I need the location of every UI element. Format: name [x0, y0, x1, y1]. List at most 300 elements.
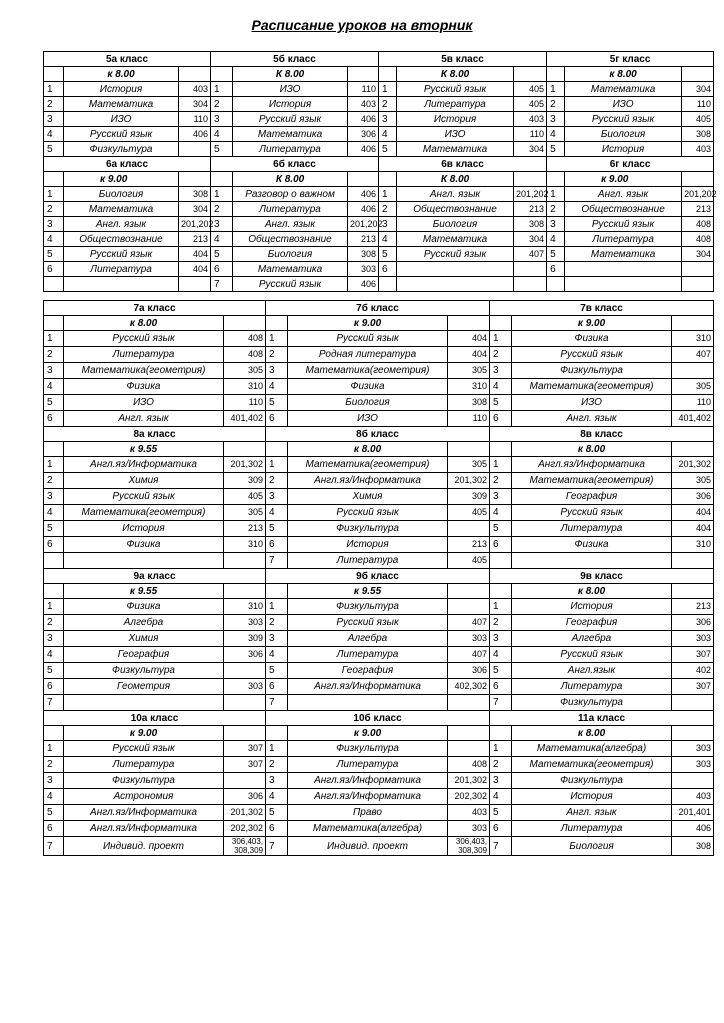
- lesson-row: [44, 97, 714, 112]
- lesson-number: 4: [490, 647, 512, 663]
- lesson-subject: Русский язык: [565, 112, 682, 127]
- lesson-room: 307: [672, 647, 714, 663]
- lesson-number: 3: [211, 217, 233, 232]
- lesson-subject: Русский язык: [397, 247, 514, 262]
- start-time: к 8.00: [565, 67, 682, 82]
- lesson-room: [224, 663, 266, 679]
- lesson-subject: Физика: [64, 379, 224, 395]
- lesson-subject: Литература: [512, 521, 672, 537]
- lesson-room: 404: [448, 331, 490, 347]
- start-time-spacer: [44, 442, 64, 457]
- start-time-spacer: [211, 67, 233, 82]
- lesson-number: 6: [490, 679, 512, 695]
- lesson-subject: История: [288, 537, 448, 553]
- lesson-number: 3: [266, 773, 288, 789]
- lesson-number: 5: [44, 805, 64, 821]
- lesson-room: 407: [514, 247, 547, 262]
- start-time-spacer: [44, 67, 64, 82]
- lesson-subject: Англ. язык: [397, 187, 514, 202]
- lesson-room: 303: [672, 631, 714, 647]
- lesson-subject: Физкультура: [288, 741, 448, 757]
- class-name: 7б класс: [266, 301, 490, 316]
- lesson-number: 1: [266, 331, 288, 347]
- lesson-room: 405: [514, 97, 547, 112]
- start-time-spacer: [490, 584, 512, 599]
- lesson-number: 4: [44, 127, 64, 142]
- lesson-number: 2: [266, 757, 288, 773]
- lesson-room: [179, 142, 211, 157]
- start-time-spacer: [672, 442, 714, 457]
- lesson-subject: География: [288, 663, 448, 679]
- lesson-room: 307: [672, 679, 714, 695]
- lesson-number: 2: [266, 473, 288, 489]
- lesson-room: 406: [348, 277, 379, 292]
- lesson-number: 3: [490, 631, 512, 647]
- lesson-subject: Физкультура: [64, 663, 224, 679]
- lesson-subject: Русский язык: [512, 347, 672, 363]
- lesson-room: 305: [224, 505, 266, 521]
- lesson-subject: Математика(геометрия): [512, 757, 672, 773]
- lesson-subject: Обществознание: [233, 232, 348, 247]
- lesson-room: 305: [672, 379, 714, 395]
- lesson-number: 1: [211, 187, 233, 202]
- lesson-row: [44, 262, 714, 277]
- lesson-subject: Англ.яз/Информатика: [288, 473, 448, 489]
- lesson-room: 308: [682, 127, 714, 142]
- lesson-subject: Литература: [288, 553, 448, 569]
- lesson-number: 1: [266, 599, 288, 615]
- lesson-room: 213: [224, 521, 266, 537]
- start-time-spacer: [266, 584, 288, 599]
- lesson-number: 4: [490, 379, 512, 395]
- lesson-number: 6: [490, 537, 512, 553]
- class-name: 9а класс: [44, 569, 266, 584]
- lesson-subject: Литература: [64, 262, 179, 277]
- lesson-row: [44, 821, 714, 837]
- lesson-room: 310: [224, 537, 266, 553]
- start-time: к 9.55: [288, 584, 448, 599]
- lesson-subject: Биология: [565, 127, 682, 142]
- start-time-spacer: [672, 726, 714, 741]
- lesson-subject: [64, 695, 224, 711]
- start-time: к 9.00: [565, 172, 682, 187]
- lesson-subject: Русский язык: [512, 647, 672, 663]
- lesson-number: 4: [44, 232, 64, 247]
- lesson-subject: ИЗО: [397, 127, 514, 142]
- lesson-subject: Русский язык: [233, 112, 348, 127]
- lesson-subject: География: [512, 615, 672, 631]
- lesson-number: 1: [266, 457, 288, 473]
- start-time-spacer: [682, 172, 714, 187]
- lesson-room: 110: [448, 411, 490, 427]
- lesson-subject: Англ.яз/Информатика: [64, 821, 224, 837]
- lesson-subject: [565, 262, 682, 277]
- lesson-subject: Математика(геометрия): [512, 379, 672, 395]
- lesson-number: 1: [266, 741, 288, 757]
- lesson-room: 201,302: [672, 457, 714, 473]
- lesson-subject: Англ. язык: [565, 187, 682, 202]
- lesson-room: [672, 773, 714, 789]
- class-header-row: [44, 52, 714, 67]
- lesson-room: [448, 599, 490, 615]
- lesson-subject: Англ.яз/Информатика: [288, 773, 448, 789]
- lesson-subject: Обществознание: [397, 202, 514, 217]
- lesson-room: 308: [348, 247, 379, 262]
- lesson-room: [224, 695, 266, 711]
- lesson-subject: Литература: [288, 757, 448, 773]
- lesson-subject: Математика: [64, 202, 179, 217]
- lesson-room: 306: [224, 647, 266, 663]
- lesson-number: 5: [379, 247, 397, 262]
- lesson-number: 6: [44, 262, 64, 277]
- start-time-spacer: [266, 726, 288, 741]
- lesson-number: 2: [490, 757, 512, 773]
- lesson-subject: Биология: [288, 395, 448, 411]
- lesson-subject: Математика(геометрия): [512, 473, 672, 489]
- lesson-room: 308: [448, 395, 490, 411]
- lesson-number: 4: [547, 232, 565, 247]
- lesson-row: [44, 247, 714, 262]
- lesson-number: 4: [266, 379, 288, 395]
- start-time: к 9.55: [64, 584, 224, 599]
- lesson-number: 3: [44, 773, 64, 789]
- start-time-spacer: [672, 316, 714, 331]
- lesson-number: [44, 553, 64, 569]
- lesson-number: 6: [266, 537, 288, 553]
- start-time: к 8.00: [64, 67, 179, 82]
- lesson-subject: Индивид. проект: [64, 837, 224, 856]
- lesson-number: 3: [490, 363, 512, 379]
- class-name: 7а класс: [44, 301, 266, 316]
- start-time-spacer: [682, 67, 714, 82]
- lesson-row: [44, 395, 714, 411]
- lesson-number: 1: [490, 741, 512, 757]
- lesson-number: 3: [44, 217, 64, 232]
- start-time-spacer: [44, 316, 64, 331]
- lesson-number: [547, 277, 565, 292]
- lesson-row: [44, 695, 714, 711]
- lesson-room: 110: [672, 395, 714, 411]
- lesson-room: 308: [672, 837, 714, 856]
- lesson-row: [44, 217, 714, 232]
- start-time-spacer: [514, 172, 547, 187]
- lesson-number: 6: [266, 821, 288, 837]
- lesson-number: 5: [44, 395, 64, 411]
- lesson-room: 306: [672, 615, 714, 631]
- lesson-row: [44, 187, 714, 202]
- lesson-number: 5: [547, 247, 565, 262]
- lesson-room: 306: [348, 127, 379, 142]
- start-time-spacer: [490, 442, 512, 457]
- start-time-spacer: [514, 67, 547, 82]
- lesson-subject: Химия: [64, 631, 224, 647]
- lesson-row: [44, 347, 714, 363]
- lesson-number: 1: [547, 82, 565, 97]
- lesson-room: 403: [672, 789, 714, 805]
- lesson-room: 402,302: [448, 679, 490, 695]
- lesson-number: 1: [490, 599, 512, 615]
- lesson-room: 403: [448, 805, 490, 821]
- lesson-number: [379, 277, 397, 292]
- lesson-room: 201,202: [179, 217, 211, 232]
- start-time-spacer: [44, 584, 64, 599]
- lesson-number: 3: [266, 489, 288, 505]
- lesson-room: 406: [348, 142, 379, 157]
- class-name: 6а класс: [44, 157, 211, 172]
- lesson-subject: Литература: [233, 202, 348, 217]
- lesson-subject: ИЗО: [565, 97, 682, 112]
- lesson-number: 2: [547, 97, 565, 112]
- start-time: К 8.00: [397, 67, 514, 82]
- lesson-number: 1: [490, 331, 512, 347]
- lesson-number: 7: [211, 277, 233, 292]
- lesson-room: [682, 277, 714, 292]
- lesson-subject: Физкультура: [288, 599, 448, 615]
- lesson-room: 408: [224, 331, 266, 347]
- start-time: к 9.00: [288, 316, 448, 331]
- lesson-subject: Русский язык: [288, 505, 448, 521]
- lesson-room: 110: [514, 127, 547, 142]
- lesson-room: 309: [448, 489, 490, 505]
- lesson-number: 3: [266, 363, 288, 379]
- start-time-row: [44, 316, 714, 331]
- start-time-spacer: [672, 584, 714, 599]
- lesson-row: [44, 741, 714, 757]
- lesson-subject: История: [64, 82, 179, 97]
- start-time: к 8.00: [288, 442, 448, 457]
- lesson-number: 3: [547, 112, 565, 127]
- class-name: 10а класс: [44, 711, 266, 726]
- start-time-spacer: [448, 726, 490, 741]
- lesson-room: 201,202: [514, 187, 547, 202]
- lesson-number: 2: [266, 347, 288, 363]
- lesson-number: [490, 553, 512, 569]
- lesson-room: 303: [348, 262, 379, 277]
- lesson-subject: Химия: [288, 489, 448, 505]
- lesson-room: 406: [348, 187, 379, 202]
- start-time-spacer: [348, 67, 379, 82]
- start-time-row: [44, 172, 714, 187]
- lesson-room: 305: [672, 473, 714, 489]
- lesson-number: [44, 277, 64, 292]
- lesson-subject: Русский язык: [64, 489, 224, 505]
- class-name: 5г класс: [547, 52, 714, 67]
- lesson-room: 306: [224, 789, 266, 805]
- lesson-room: 306: [672, 489, 714, 505]
- lesson-room: 307: [224, 757, 266, 773]
- lesson-room: [514, 277, 547, 292]
- lesson-room: [514, 262, 547, 277]
- lesson-subject: Математика(алгебра): [512, 741, 672, 757]
- lesson-subject: [288, 695, 448, 711]
- lesson-room: 304: [682, 82, 714, 97]
- lesson-subject: Русский язык: [64, 741, 224, 757]
- lesson-number: 7: [490, 837, 512, 856]
- lesson-number: 7: [490, 695, 512, 711]
- lesson-room: 310: [672, 537, 714, 553]
- lesson-room: [179, 277, 211, 292]
- lesson-row: [44, 457, 714, 473]
- lesson-number: 6: [44, 821, 64, 837]
- start-time-spacer: [224, 584, 266, 599]
- lesson-subject: Физкультура: [288, 521, 448, 537]
- lesson-subject: Математика: [397, 142, 514, 157]
- lesson-room: 309: [224, 631, 266, 647]
- lesson-number: 1: [547, 187, 565, 202]
- class-name: 7в класс: [490, 301, 714, 316]
- lesson-subject: Англ. язык: [233, 217, 348, 232]
- lesson-row: [44, 142, 714, 157]
- class-header-row: [44, 711, 714, 726]
- lesson-number: 5: [490, 805, 512, 821]
- start-time: к 9.00: [64, 726, 224, 741]
- lesson-subject: Литература: [397, 97, 514, 112]
- lesson-room: 408: [224, 347, 266, 363]
- lesson-subject: [512, 553, 672, 569]
- lesson-number: 7: [266, 837, 288, 856]
- lesson-room: 201,302: [448, 773, 490, 789]
- lesson-row: [44, 599, 714, 615]
- lesson-room: 304: [514, 142, 547, 157]
- class-header-row: [44, 427, 714, 442]
- lesson-number: 1: [44, 599, 64, 615]
- lesson-room: 213: [672, 599, 714, 615]
- start-time: к 9.00: [512, 316, 672, 331]
- lesson-number: 5: [490, 521, 512, 537]
- lesson-number: 2: [44, 615, 64, 631]
- lesson-row: [44, 631, 714, 647]
- lesson-number: 3: [379, 217, 397, 232]
- lesson-room: 310: [224, 599, 266, 615]
- lesson-subject: Математика(геометрия): [64, 363, 224, 379]
- lesson-number: 4: [547, 127, 565, 142]
- lesson-number: 5: [211, 142, 233, 157]
- start-time-spacer: [448, 584, 490, 599]
- lesson-number: 7: [266, 695, 288, 711]
- lesson-room: 306,403, 308,309: [224, 837, 266, 856]
- lesson-room: 304: [682, 247, 714, 262]
- lesson-subject: [397, 262, 514, 277]
- lesson-room: 404: [179, 247, 211, 262]
- lesson-row: [44, 679, 714, 695]
- lesson-subject: История: [565, 142, 682, 157]
- lesson-number: 6: [44, 679, 64, 695]
- start-time: к 8.00: [512, 584, 672, 599]
- lesson-subject: Англ.яз/Информатика: [288, 679, 448, 695]
- lesson-number: 4: [266, 505, 288, 521]
- lesson-room: 213: [348, 232, 379, 247]
- lesson-room: [224, 553, 266, 569]
- lesson-row: [44, 127, 714, 142]
- lesson-room: 306: [448, 663, 490, 679]
- lesson-subject: Алгебра: [64, 615, 224, 631]
- lesson-subject: Право: [288, 805, 448, 821]
- lesson-number: 2: [44, 757, 64, 773]
- lesson-row: [44, 647, 714, 663]
- start-time: к 8.00: [512, 726, 672, 741]
- lesson-subject: Биология: [397, 217, 514, 232]
- lesson-room: 310: [224, 379, 266, 395]
- lesson-number: 4: [44, 647, 64, 663]
- start-time: к 9.55: [64, 442, 224, 457]
- start-time-spacer: [266, 442, 288, 457]
- start-time: к 9.00: [288, 726, 448, 741]
- lesson-number: 5: [44, 663, 64, 679]
- lesson-number: 1: [490, 457, 512, 473]
- lesson-room: 403: [682, 142, 714, 157]
- lesson-row: [44, 363, 714, 379]
- lesson-number: 5: [44, 142, 64, 157]
- lesson-number: 2: [44, 347, 64, 363]
- class-name: 6г класс: [547, 157, 714, 172]
- lesson-row: [44, 232, 714, 247]
- lesson-subject: [397, 277, 514, 292]
- lesson-number: 1: [379, 187, 397, 202]
- lesson-room: 401,402: [672, 411, 714, 427]
- lesson-number: 3: [211, 112, 233, 127]
- lesson-room: 309: [224, 473, 266, 489]
- class-name: 5а класс: [44, 52, 211, 67]
- lesson-subject: Индивид. проект: [288, 837, 448, 856]
- lesson-subject: Англ. язык: [64, 217, 179, 232]
- lesson-subject: История: [233, 97, 348, 112]
- lesson-room: 308: [514, 217, 547, 232]
- lesson-row: [44, 489, 714, 505]
- start-time-spacer: [266, 316, 288, 331]
- lesson-subject: Математика: [233, 127, 348, 142]
- start-time: К 8.00: [397, 172, 514, 187]
- lesson-room: 310: [448, 379, 490, 395]
- lesson-row: [44, 505, 714, 521]
- lesson-subject: [64, 277, 179, 292]
- lesson-room: 404: [179, 262, 211, 277]
- lesson-subject: [565, 277, 682, 292]
- lesson-subject: Математика(алгебра): [288, 821, 448, 837]
- lesson-room: 405: [448, 505, 490, 521]
- lesson-number: 2: [490, 615, 512, 631]
- lesson-room: [672, 695, 714, 711]
- lesson-number: 1: [44, 457, 64, 473]
- lesson-subject: Англ.яз/Информатика: [512, 457, 672, 473]
- class-name: 8а класс: [44, 427, 266, 442]
- lesson-subject: Литература: [233, 142, 348, 157]
- lesson-room: 406: [348, 202, 379, 217]
- lesson-number: 3: [379, 112, 397, 127]
- lesson-number: 5: [379, 142, 397, 157]
- lesson-subject: Англ. язык: [64, 411, 224, 427]
- lesson-number: 7: [44, 837, 64, 856]
- start-time-row: [44, 584, 714, 599]
- lesson-subject: Русский язык: [64, 331, 224, 347]
- lesson-subject: Англ. язык: [512, 805, 672, 821]
- lesson-number: 2: [547, 202, 565, 217]
- lesson-number: 5: [266, 395, 288, 411]
- lesson-row: [44, 773, 714, 789]
- start-time-spacer: [448, 316, 490, 331]
- lesson-subject: Астрономия: [64, 789, 224, 805]
- start-time: К 8.00: [233, 172, 348, 187]
- lesson-subject: Математика(геометрия): [64, 505, 224, 521]
- lesson-room: 305: [224, 363, 266, 379]
- lesson-number: 6: [490, 411, 512, 427]
- lesson-number: 6: [379, 262, 397, 277]
- lesson-row: [44, 805, 714, 821]
- lesson-room: 307: [224, 741, 266, 757]
- start-time-spacer: [490, 316, 512, 331]
- class-name: 10б класс: [266, 711, 490, 726]
- lesson-room: 305: [448, 457, 490, 473]
- lesson-subject: Математика: [397, 232, 514, 247]
